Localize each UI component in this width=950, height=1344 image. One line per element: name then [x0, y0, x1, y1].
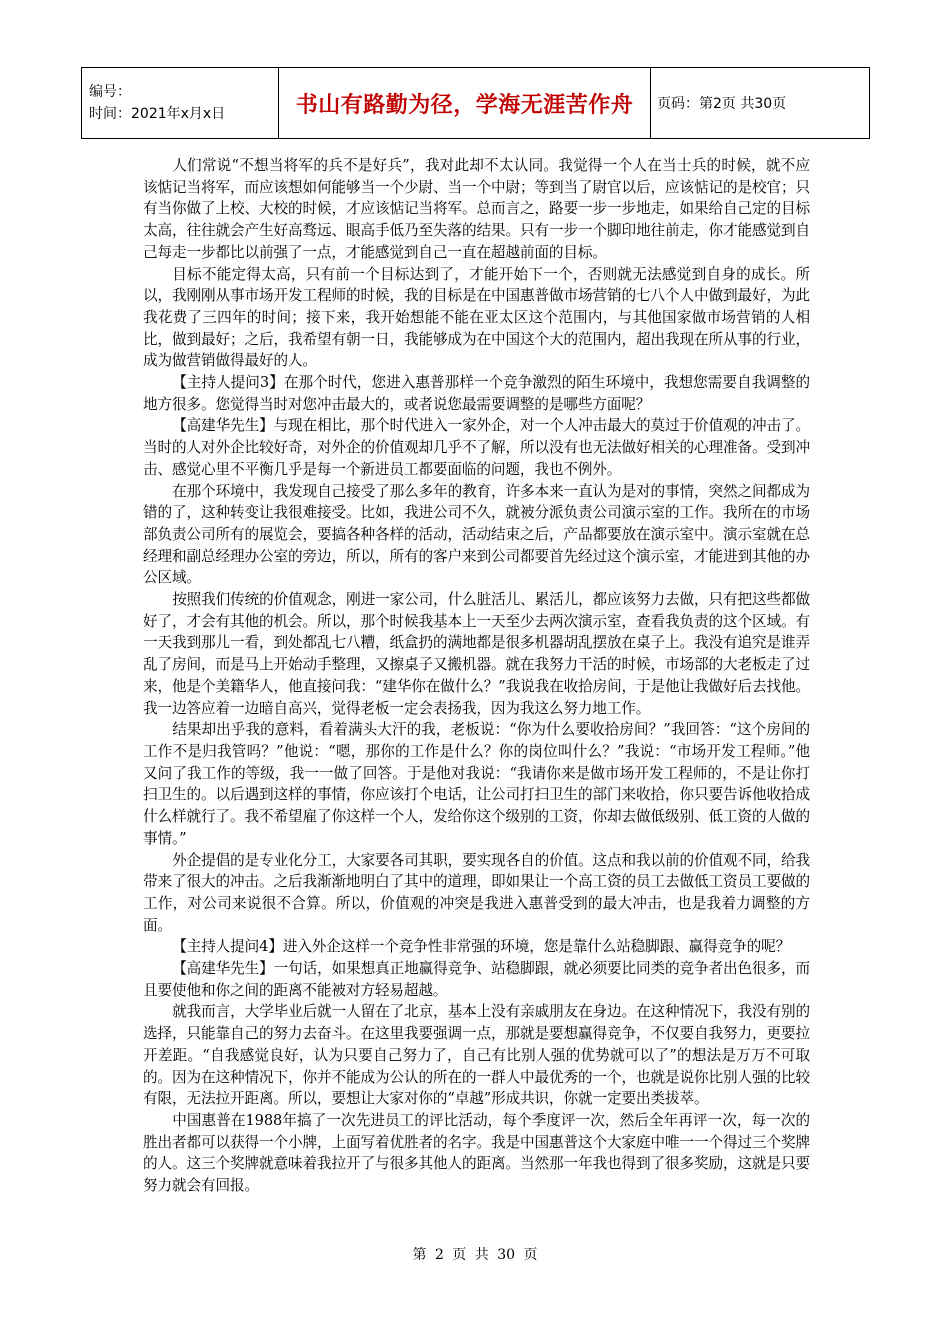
host-question-paragraph: 【主持人提问4】进入外企这样一个竞争性非常强的环境，您是靠什么站稳脚跟、赢得竞争的呢？ [172, 938, 791, 956]
host-question-paragraph: 【主持人提问3】在那个时代，您进入惠普那样一个竞争激烈的陌生环境中，我想您需要自我调整的地方很多。您觉得当时对您冲击最大的，或者说您最需要调整的是哪些方面呢？ [143, 374, 810, 413]
document-date: 时间：2021年x月x日 [89, 106, 226, 122]
page-footer: 第 2 页 共 30 页 [412, 1247, 538, 1263]
document-body [143, 155, 810, 1197]
paragraph: 外企提倡的是专业化分工，大家要各司其职，要实现各自的价值。这点和我以前的价值观不同，给我带来了很大的冲击。之后我渐渐地明白了其中的道理，即如果让一个高工资的员工去做低工资员工要做的工作，对公司来说很不合算。所以，价值观的冲突是我进入惠普受到的最大冲击，也是我着力调整的方面。 [143, 851, 810, 934]
guest-answer-paragraph: 【高建华先生】一句话，如果想真正地赢得竞争、站稳脚跟，就必须要比同类的竞争者出色很多，而且要使他和你之间的距离不能被对方轻易超越。 [143, 960, 810, 999]
paragraph: 目标不能定得太高，只有前一个目标达到了，才能开始下一个，否则就无法感觉到自身的成长。所以，我刚刚从事市场开发工程师的时候，我的目标是在中国惠普做市场营销的七八个人中做到最好，为此我花费了三四年的时间；接下来，我开始想能不能在亚太区这个范围内，与其他国家做市场营销的人相比，做到最好；之后，我希望有朝一日，我能够成为在中国这个大的范围内，超出我现在所从事的行业，成为做营销做得最好的人。 [143, 265, 810, 370]
paragraph: 在那个环境中，我发现自己接受了那么多年的教育，许多本来一直认为是对的事情，突然之间都成为错的了，这种转变让我很难接受。比如，我进公司不久，就被分派负责公司演示室的工作。我所在的市场部负责公司所有的展览会，要搞各种各样的活动，活动结束之后，产品都要放在演示室中。演示室就在总经理和副总经理办公室的旁边，所以，所有的客户来到公司都要首先经过这个演示室，才能进到其他的办公区域。 [143, 482, 810, 587]
document-header [81, 67, 870, 139]
header-motto-cell [279, 68, 651, 139]
document-number-label: 编号： [89, 84, 131, 100]
header-motto: 书山有路勤为径，学海无涯苦作舟 [295, 92, 634, 118]
paragraph: 人们常说“不想当将军的兵不是好兵”，我对此却不太认同。我觉得一个人在当士兵的时候，就不应该惦记当将军，而应该想如何能够当一个少尉、当一个中尉；等到当了尉官以后，应该惦记的是校官；只有当你做了上校、大校的时候，才应该惦记当将军。总而言之，路要一步一步地走，如果给自己定的目标太高，往往就会产生好高骛远、眼高手低乃至失落的结果。只有一步一个脚印地往前走，你才能感觉到自己每走一步都比以前强了一点，才能感觉到自己一直在超越前面的目标。 [143, 157, 810, 261]
header-page-info: 页码：第2页 共30页 [657, 96, 787, 112]
header-meta-cell [82, 68, 279, 139]
paragraph: 就我而言，大学毕业后就一人留在了北京，基本上没有亲戚朋友在身边。在这种情况下，我没有别的选择，只能靠自己的努力去奋斗。在这里我要强调一点，那就是要想赢得竞争，不仅要自我努力，更要拉开差距。“自我感觉良好，认为只要自己努力了，自己有比别人强的优势就可以了”的想法是万万不可取的。因为在这种情况下，你并不能成为公认的所在的一群人中最优秀的一个，也就是说你比别人强的比较有限，无法拉开距离。所以，要想让大家对你的“卓越”形成共识，你就一定要出类拔萃。 [143, 1003, 810, 1108]
paragraph: 结果却出乎我的意料，看着满头大汗的我，老板说：“你为什么要收拾房间？”我回答：“这个房间的工作不是归我管吗？”他说：“嗯，那你的工作是什么？你的岗位叫什么？”我说：“市场开发工程师。”他又问了我工作的等级，我一一做了回答。于是他对我说：“我请你来是做市场开发工程师的，不是让你打扫卫生的。以后遇到这样的事情，你应该打个电话，让公司打扫卫生的部门来收拾，你只要告诉他收拾成什么样就行了。我不希望雇了你这样一个人，发给你这个级别的工资，你却去做低级别、低工资的人做的事情。” [143, 721, 810, 847]
guest-answer-paragraph: 【高建华先生】与现在相比，那个时代进入一家外企，对一个人冲击最大的莫过于价值观的冲击了。当时的人对外企比较好奇，对外企的价值观却几乎不了解，所以没有也无法做好相关的心理准备。受到冲击、感觉心里不平衡几乎是每一个新进员工都要面临的问题，我也不例外。 [143, 417, 810, 478]
paragraph: 按照我们传统的价值观念，刚进一家公司，什么脏活儿、累活儿，都应该努力去做，只有把这些都做好了，才会有其他的机会。所以，那个时候我基本上一天至少去两次演示室，查看我负责的这个区域。有一天我到那儿一看，到处都乱七八糟，纸盒扔的满地都是很多机器胡乱摆放在桌子上。我没有追究是谁弄乱了房间，而是马上开始动手整理，又擦桌子又搬机器。就在我努力干活的时候，市场部的大老板走了过来，他是个美籍华人，他直接问我：“建华你在做什么？”我说我在收拾房间，于是他让我做好后去找他。我一边答应着一边暗自高兴，觉得老板一定会表扬我，因为我这么努力地工作。 [143, 591, 810, 717]
paragraph: 中国惠普在1988年搞了一次先进员工的评比活动，每个季度评一次，然后全年再评一次，每一次的胜出者都可以获得一个小牌，上面写着优胜者的名字。我是中国惠普这个大家庭中唯一一个得过三个奖牌的人。这三个奖牌就意味着我拉开了与很多其他人的距离。当然那一年我也得到了很多奖励，这就是只要努力就会有回报。 [143, 1111, 810, 1195]
header-page-cell [651, 68, 870, 139]
